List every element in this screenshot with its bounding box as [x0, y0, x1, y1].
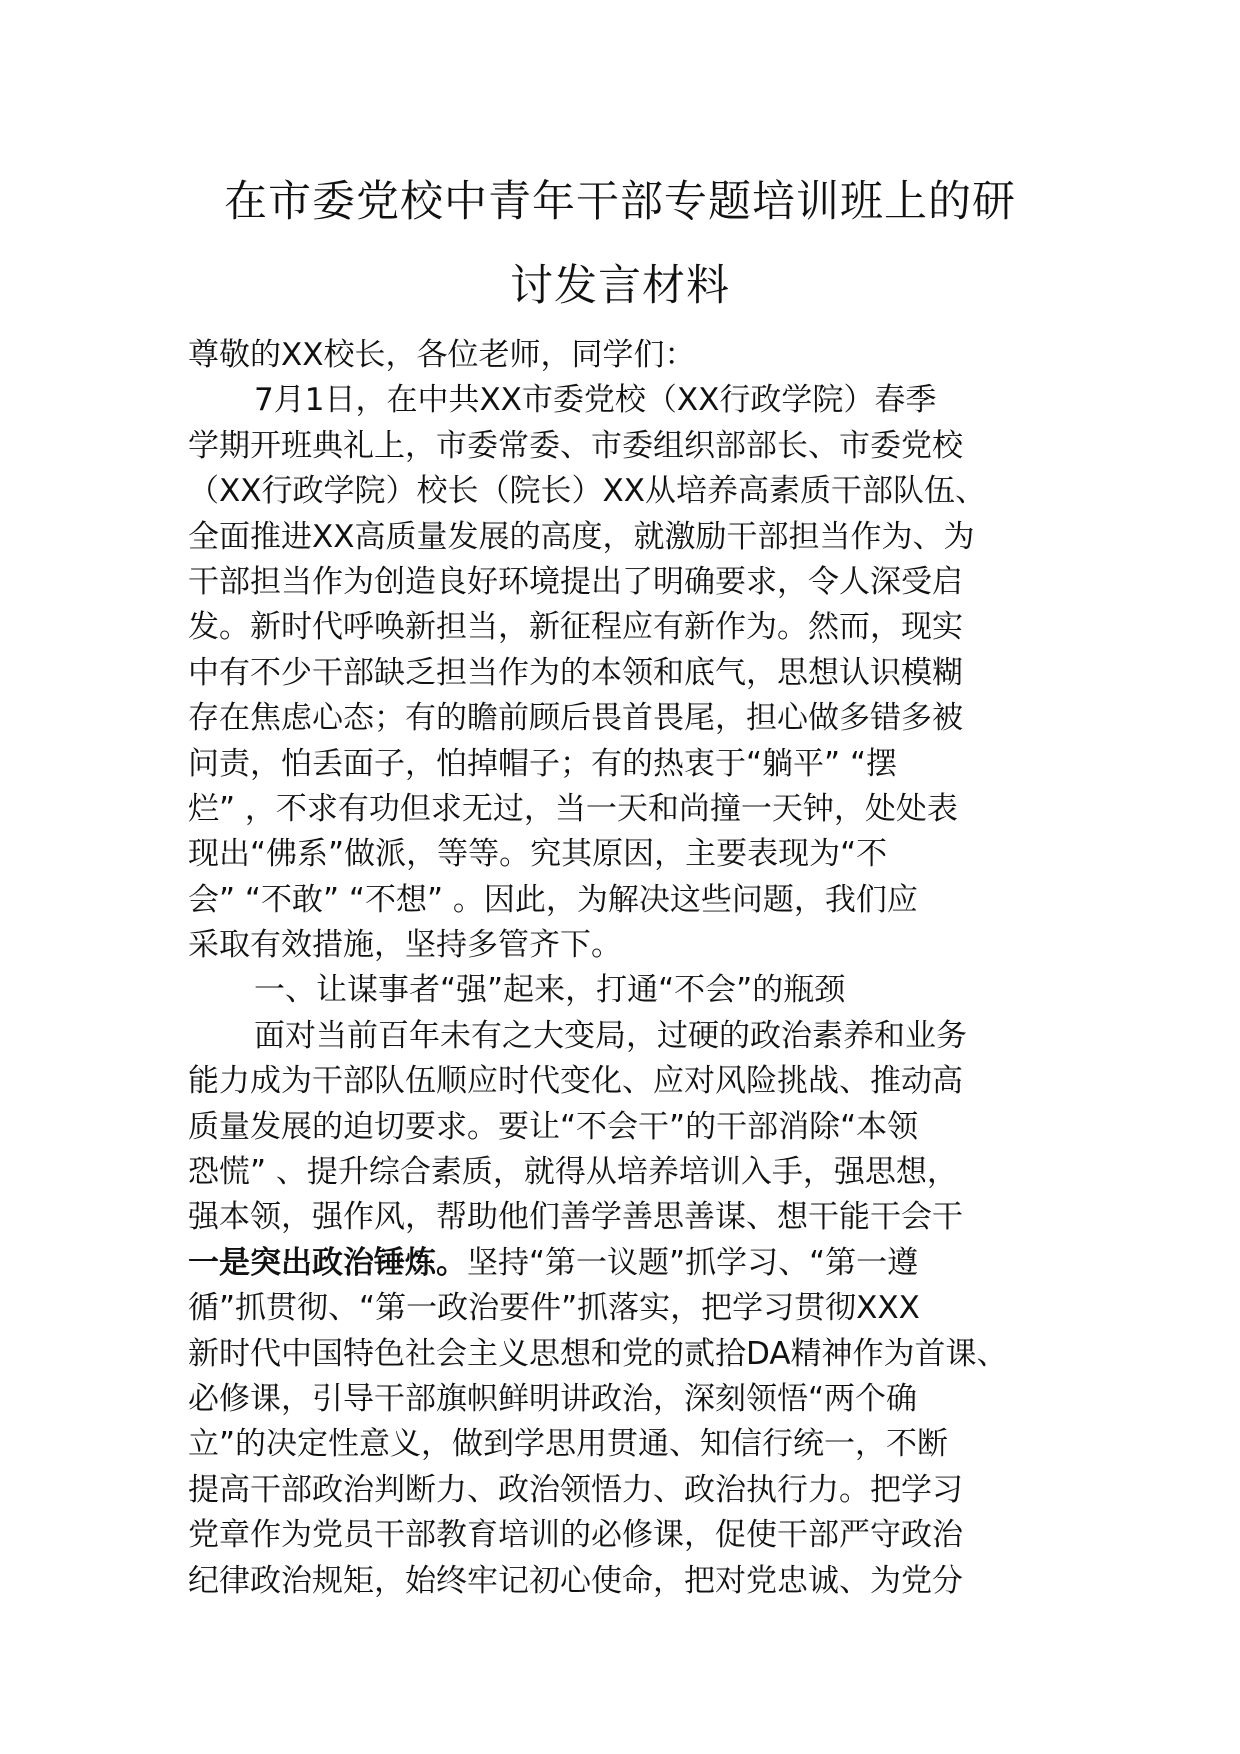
document-title-line-2: 讨发言材料: [510, 261, 730, 311]
paragraph-line: 提高干部政治判断力、政治领悟力、政治执行力。把学习: [188, 1471, 963, 1508]
paragraph-line: 问责，怕丢面子，怕掉帽子；有的热衷于“躺平” “摆: [188, 745, 898, 782]
paragraph-line: （XX行政学院）校长（院长）XX从培养高素质干部队伍、: [188, 473, 986, 510]
document-body: [188, 333, 1068, 1604]
paragraph-line: 中有不少干部缺乏担当作为的本领和底气，思想认识模糊: [188, 654, 963, 691]
salutation: 尊敬的XX校长，各位老师，同学们：: [188, 337, 696, 373]
paragraph-line: 干部担当作为创造良好环境提出了明确要求，令人深受启: [188, 563, 963, 600]
paragraph-line: 7月1日，在中共XX市委党校（XX行政学院）春季: [254, 382, 937, 419]
paragraph-text: 坚持“第一议题”抓学习、“第一遵: [467, 1244, 919, 1281]
paragraph-line: 学期开班典礼上，市委常委、市委组织部部长、市委党校: [188, 427, 963, 464]
paragraph-line: 发。新时代呼唤新担当，新征程应有新作为。然而，现实: [188, 609, 963, 646]
paragraph-line: 强本领，强作风，帮助他们善学善思善谋、想干能干会干: [188, 1199, 963, 1236]
paragraph-line: 现出“佛系”做派，等等。究其原因，主要表现为“不: [188, 836, 888, 873]
paragraph-line: 全面推进XX高质量发展的高度，就激励干部担当作为、为: [188, 518, 975, 555]
paragraph-line: 纪律政治规矩，始终牢记初心使命，把对党忠诚、为党分: [188, 1562, 963, 1599]
section-heading: 一、让谋事者“强”起来，打通“不会”的瓶颈: [254, 972, 846, 1009]
paragraph-line: 立”的决定性意义，做到学思用贯通、知信行统一，不断: [188, 1426, 949, 1463]
paragraph-line: 面对当前百年未有之大变局，过硬的政治素养和业务: [254, 1017, 967, 1054]
paragraph-line: 新时代中国特色社会主义思想和党的贰拾DA精神作为首课、: [188, 1335, 1008, 1372]
paragraph-line: 必修课，引导干部旗帜鲜明讲政治，深刻领悟“两个确: [188, 1380, 918, 1417]
paragraph-line: 质量发展的迫切要求。要让“不会干”的干部消除“本领: [188, 1108, 919, 1145]
paragraph-line: 循”抓贯彻、“第一政治要件”抓落实，把学习贯彻XXX: [188, 1290, 920, 1327]
paragraph-line: 采取有效措施，坚持多管齐下。: [188, 927, 622, 964]
paragraph-line: 恐慌” 、提升综合素质，就得从培养培训入手，强思想，: [188, 1154, 958, 1191]
paragraph-line: 会” “不敢” “不想” 。因此，为解决这些问题，我们应: [188, 881, 918, 918]
bold-lead-text: 一是突出政治锤炼。: [188, 1244, 467, 1281]
document-title-line-1: 在市委党校中青年干部专题培训班上的研: [224, 177, 1016, 227]
paragraph-line: 烂” ，不求有功但求无过，当一天和尚撞一天钟，处处表: [188, 790, 958, 827]
paragraph-line: 党章作为党员干部教育培训的必修课，促使干部严守政治: [188, 1517, 963, 1554]
paragraph-line: 存在焦虑心态；有的瞻前顾后畏首畏尾，担心做多错多被: [188, 700, 963, 737]
paragraph-line-with-bold-lead: [188, 1241, 1068, 1286]
paragraph-line: 能力成为干部队伍顺应时代变化、应对风险挑战、推动高: [188, 1063, 963, 1100]
